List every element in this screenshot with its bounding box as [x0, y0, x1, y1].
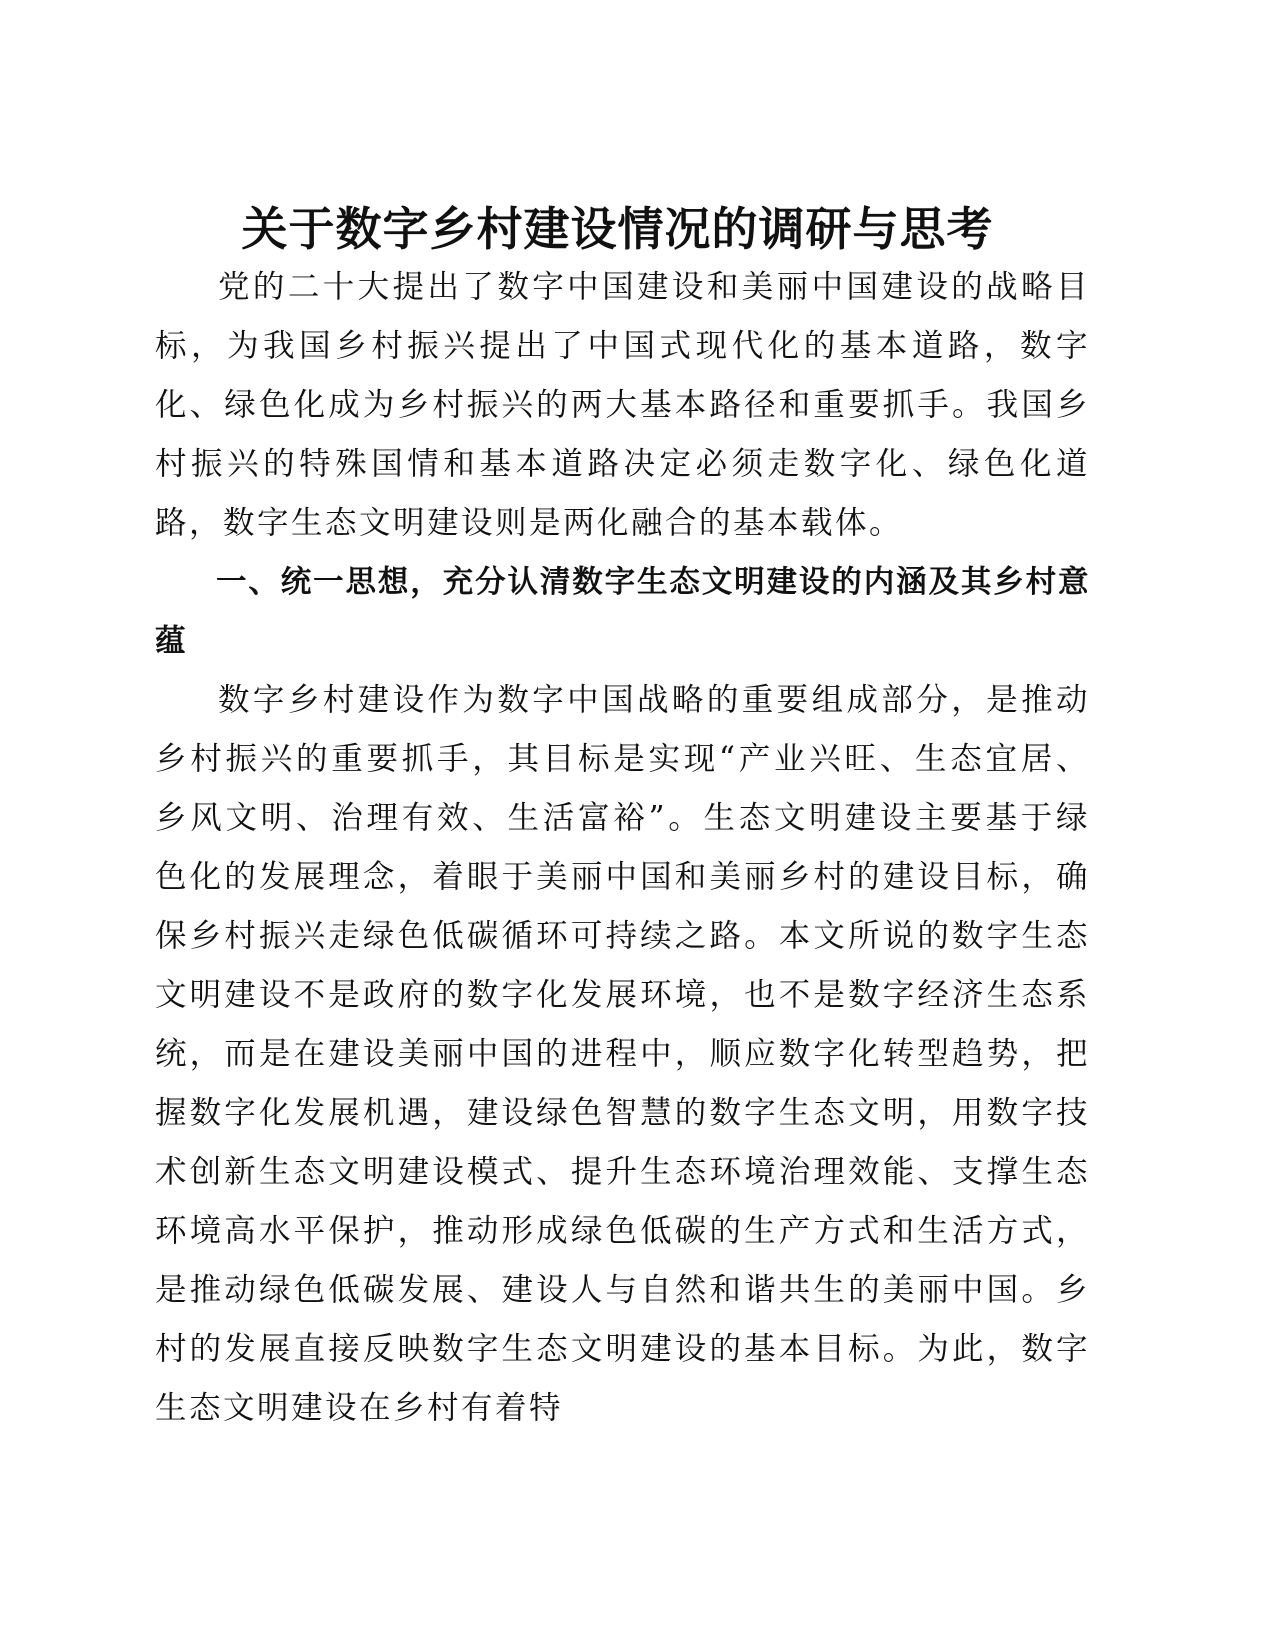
document-body — [155, 258, 1090, 1438]
section-paragraph: 数字乡村建设作为数字中国战略的重要组成部分，是推动乡村振兴的重要抓手，其目标是实现“产业兴旺、生态宜居、乡风文明、治理有效、生活富裕”。生态文明建设主要基于绿色化的发展理念，着眼于美丽中国和美丽乡村的建设目标，确保乡村振兴走绿色低碳循环可持续之路。本文所说的数字生态文明建设不是政府的数字化发展环境，也不是数字经济生态系统，而是在建设美丽中国的进程中，顺应数字化转型趋势，把握数字化发展机遇，建设绿色智慧的数字生态文明，用数字技术创新生态文明建设模式、提升生态环境治理效能、支撑生态环境高水平保护，推动形成绿色低碳的生产方式和生活方式，是推动绿色低碳发展、建设人与自然和谐共生的美丽中国。乡村的发展直接反映数字生态文明建设的基本目标。为此，数字生态文明建设在乡村有着特 — [155, 682, 1090, 1426]
section-heading: 一、统一思想，充分认清数字生态文明建设的内涵及其乡村意蕴 — [155, 565, 1090, 659]
document-title: 关于数字乡村建设情况的调研与思考 — [241, 201, 994, 256]
intro-paragraph: 党的二十大提出了数字中国建设和美丽中国建设的战略目标，为我国乡村振兴提出了中国式现代化的基本道路，数字化、绿色化成为乡村振兴的两大基本路径和重要抓手。我国乡村振兴的特殊国情和基本道路决定必须走数字化、绿色化道路，数字生态文明建设则是两化融合的基本载体。 — [155, 269, 1090, 541]
